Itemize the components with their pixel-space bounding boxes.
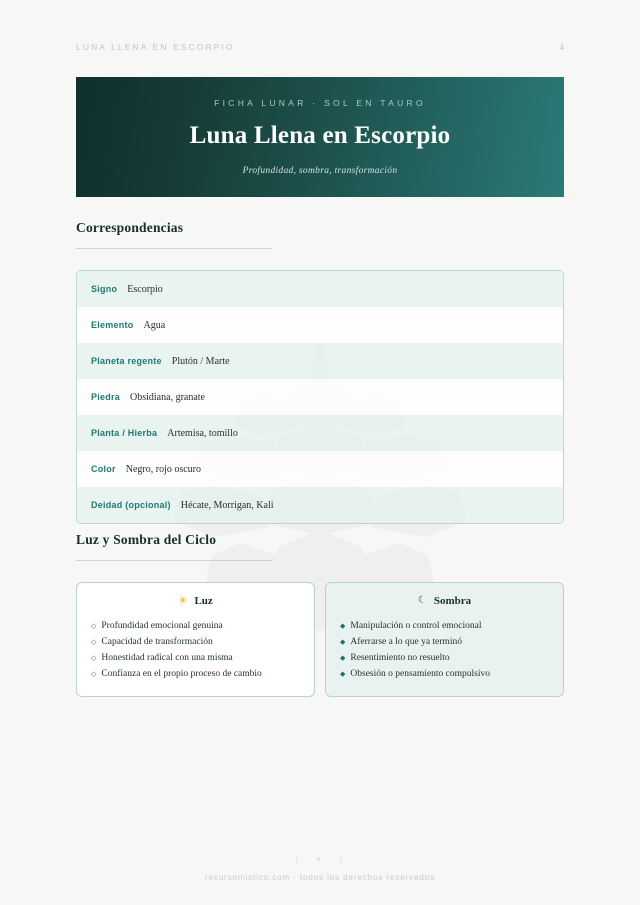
cycle-cards bbox=[76, 582, 564, 697]
section-divider bbox=[76, 248, 272, 249]
list-item-label: Resentimiento no resuelto bbox=[350, 653, 450, 663]
row-value: Negro, rojo oscuro bbox=[125, 463, 202, 475]
row-value: Artemisa, tomillo bbox=[167, 427, 238, 439]
table-row bbox=[77, 451, 563, 487]
hero-title: Luna Llena en Escorpio bbox=[189, 122, 451, 149]
row-label: Planta / Hierba bbox=[91, 428, 158, 438]
correspondences-heading: Correspondencias bbox=[76, 220, 184, 235]
sun-icon: ✳ bbox=[178, 594, 188, 607]
footer-ornament-icon: ( · ✦ · ) bbox=[295, 855, 345, 864]
list-item bbox=[91, 666, 300, 682]
diamond-outline-bullet-icon: ◇ bbox=[91, 638, 97, 646]
running-header bbox=[76, 42, 564, 52]
row-value: Escorpio bbox=[127, 283, 163, 295]
list-item-label: Manipulación o control emocional bbox=[350, 621, 482, 631]
list-item-label: Honestidad radical con una misma bbox=[101, 653, 233, 663]
row-label: Planeta regente bbox=[91, 356, 162, 366]
diamond-filled-bullet-icon: ◆ bbox=[340, 638, 346, 646]
diamond-filled-bullet-icon: ◆ bbox=[340, 622, 346, 630]
luz-list bbox=[91, 618, 300, 682]
row-label: Color bbox=[91, 464, 116, 474]
list-item bbox=[91, 618, 300, 634]
footer-copyright: recursomistico.com · todos los derechos reservados bbox=[205, 873, 435, 882]
list-item-label: Capacidad de transformación bbox=[101, 637, 213, 647]
page-footer bbox=[0, 855, 640, 882]
list-item-label: Profundidad emocional genuina bbox=[101, 621, 223, 631]
row-label: Signo bbox=[91, 284, 118, 294]
list-item bbox=[340, 666, 549, 682]
sombra-card bbox=[325, 582, 564, 697]
page-number: 4 bbox=[559, 42, 564, 52]
luz-card-title: Luz bbox=[194, 595, 213, 607]
row-label: Deidad (opcional) bbox=[91, 500, 171, 510]
row-label: Elemento bbox=[91, 320, 134, 330]
running-header-title: LUNA LLENA EN ESCORPIO bbox=[76, 42, 235, 52]
diamond-outline-bullet-icon: ◇ bbox=[91, 622, 97, 630]
table-row bbox=[77, 415, 563, 451]
luz-card bbox=[76, 582, 315, 697]
row-value: Agua bbox=[143, 319, 166, 331]
list-item bbox=[340, 650, 549, 666]
row-value: Obsidiana, granate bbox=[130, 391, 205, 403]
list-item bbox=[340, 618, 549, 634]
correspondences-section-header bbox=[76, 220, 272, 249]
table-row bbox=[77, 271, 563, 307]
cycle-section-header bbox=[76, 532, 272, 561]
list-item-label: Aferrarse a lo que ya terminó bbox=[350, 637, 462, 647]
hero-banner bbox=[76, 77, 564, 197]
sombra-card-header bbox=[340, 595, 549, 607]
cycle-heading: Luz y Sombra del Ciclo bbox=[76, 532, 217, 547]
row-value: Plutón / Marte bbox=[171, 355, 230, 367]
list-item-label: Obsesión o pensamiento compulsivo bbox=[350, 669, 490, 679]
table-row bbox=[77, 343, 563, 379]
hero-subtitle: Profundidad, sombra, transformación bbox=[242, 166, 398, 176]
diamond-outline-bullet-icon: ◇ bbox=[91, 654, 97, 662]
diamond-outline-bullet-icon: ◇ bbox=[91, 670, 97, 678]
luz-card-header bbox=[91, 595, 300, 607]
diamond-filled-bullet-icon: ◆ bbox=[340, 654, 346, 662]
table-row bbox=[77, 379, 563, 415]
row-label: Piedra bbox=[91, 392, 121, 402]
list-item bbox=[91, 634, 300, 650]
list-item bbox=[91, 650, 300, 666]
sombra-list bbox=[340, 618, 549, 682]
crescent-moon-icon: ☾ bbox=[417, 595, 427, 606]
section-divider bbox=[76, 560, 272, 561]
table-row bbox=[77, 307, 563, 343]
diamond-filled-bullet-icon: ◆ bbox=[340, 670, 346, 678]
list-item-label: Confianza en el propio proceso de cambio bbox=[101, 669, 262, 679]
hero-eyebrow: FICHA LUNAR · SOL EN TAURO bbox=[214, 98, 426, 108]
correspondences-table bbox=[76, 270, 564, 524]
list-item bbox=[340, 634, 549, 650]
sombra-card-title: Sombra bbox=[433, 595, 472, 607]
row-value: Hécate, Morrigan, Kali bbox=[180, 499, 274, 511]
table-row bbox=[77, 487, 563, 523]
